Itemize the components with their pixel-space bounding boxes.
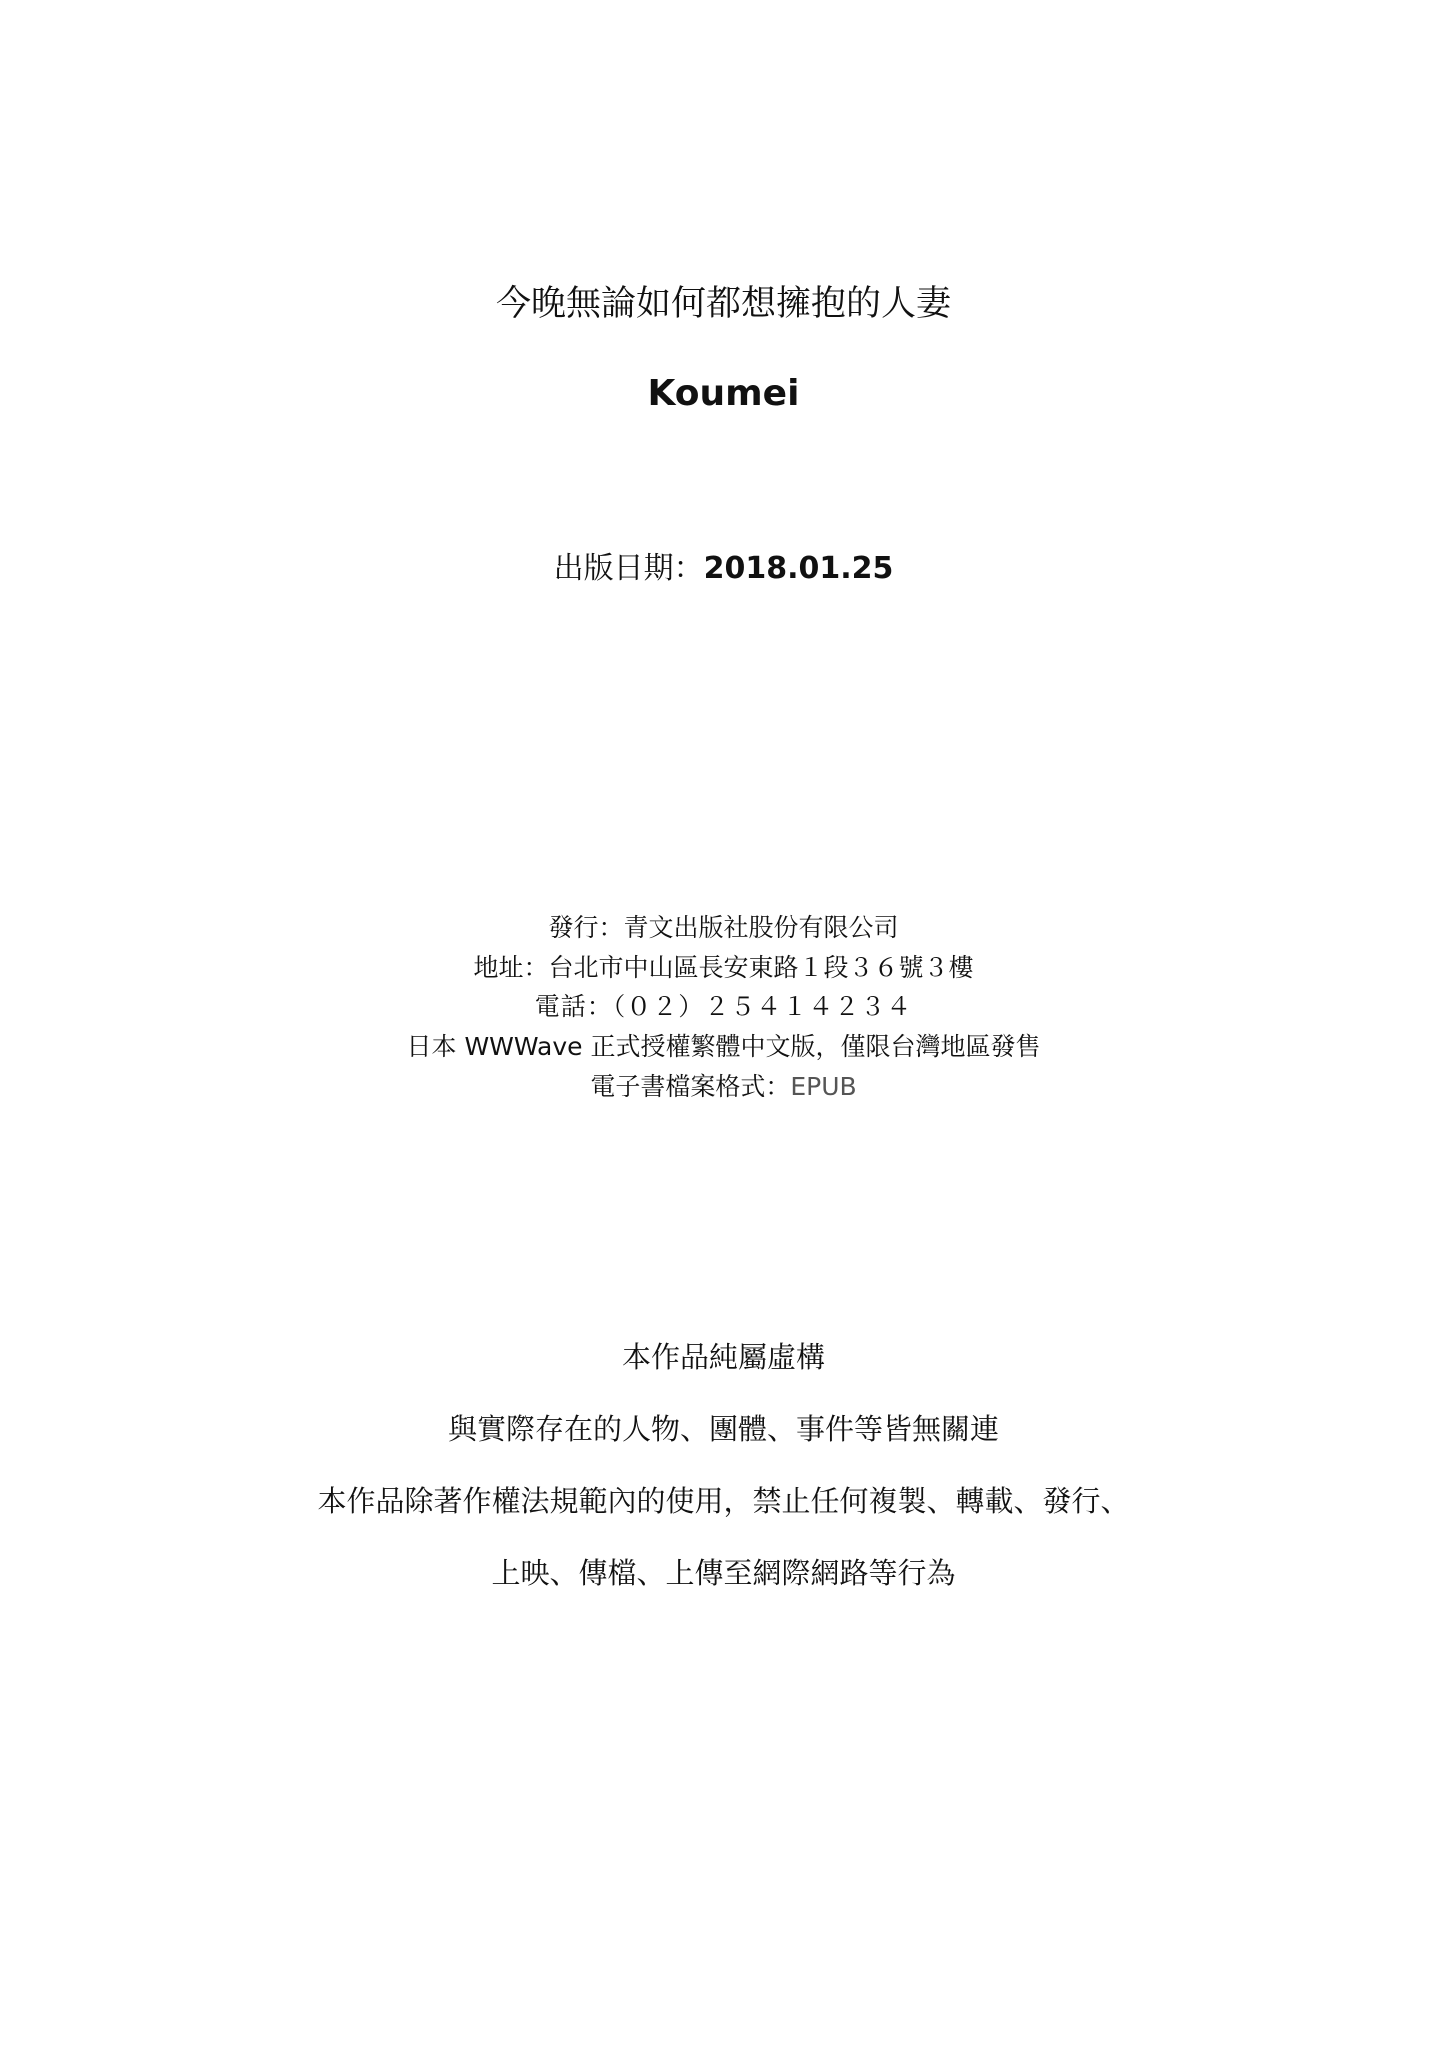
disclaimer-line-4: 上映、傳檔、上傳至網際網路等行為	[491, 1556, 956, 1590]
publication-date-value: 2018.01.25	[703, 551, 894, 586]
disclaimer-line-3: 本作品除著作權法規範內的使用，禁止任何複製、轉載、發行、	[317, 1484, 1130, 1518]
file-format-line	[0, 1072, 1447, 1102]
file-format-value: EPUB	[790, 1072, 857, 1101]
publication-date	[0, 551, 1447, 587]
phone-line: 電話：（０２）２５４１４２３４	[534, 992, 913, 1021]
book-author: Koumei	[647, 373, 800, 414]
disclaimer-line-1: 本作品純屬虛構	[621, 1340, 825, 1374]
publication-date-label: 出版日期：	[553, 551, 704, 586]
publisher-line: 發行：青文出版社股份有限公司	[548, 913, 899, 942]
license-line: 日本 WWWave 正式授權繁體中文版，僅限台灣地區發售	[406, 1032, 1041, 1061]
book-title: 今晚無論如何都想擁抱的人妻	[495, 284, 951, 324]
address-line: 地址：台北市中山區長安東路１段３６號３樓	[473, 953, 974, 982]
file-format-label: 電子書檔案格式：	[590, 1072, 791, 1101]
disclaimer-line-2: 與實際存在的人物、團體、事件等皆無關連	[447, 1412, 999, 1446]
